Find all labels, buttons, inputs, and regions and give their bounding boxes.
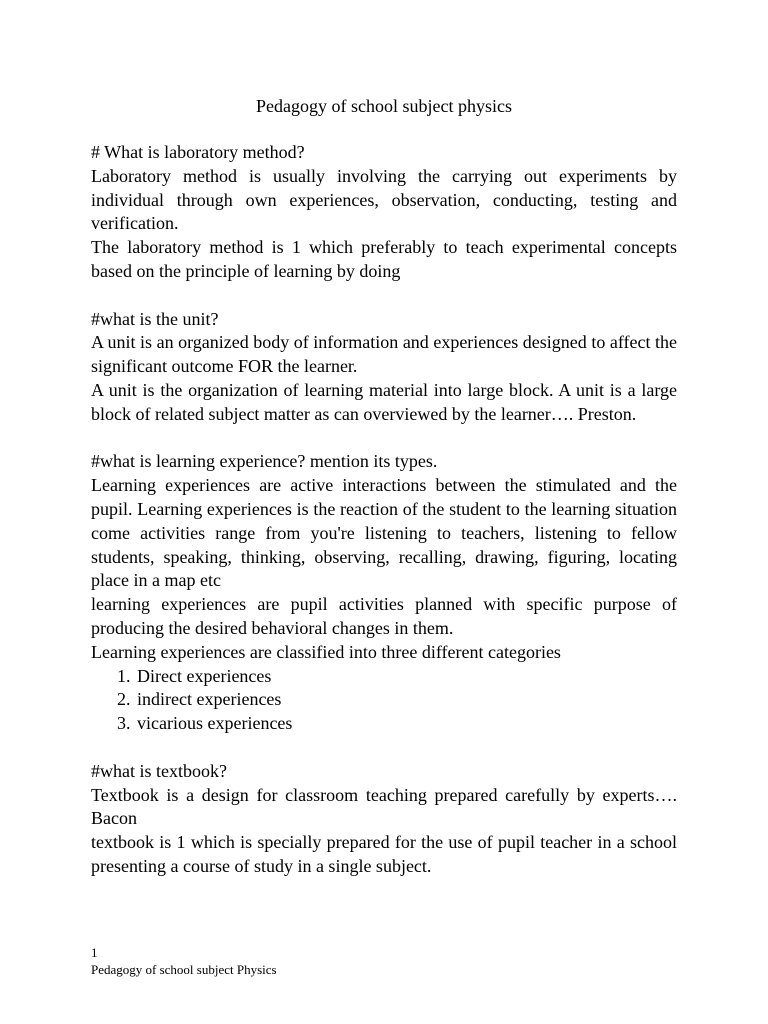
document-body bbox=[91, 141, 677, 879]
section-heading: #what is textbook? bbox=[91, 760, 227, 781]
paragraph: The laboratory method is 1 which preferably to teach experimental concepts based on the principle of learning by doing bbox=[91, 237, 677, 281]
running-title: Pedagogy of school subject Physics bbox=[91, 962, 277, 977]
section-heading: # What is laboratory method? bbox=[91, 142, 305, 162]
list-item: 1. Direct experiences bbox=[135, 665, 677, 689]
list-item: 3. vicarious experiences bbox=[135, 712, 677, 736]
list-item: 2. indirect experiences bbox=[135, 688, 677, 712]
paragraph: Learning experiences are classified into three different categories bbox=[91, 641, 561, 662]
spacer bbox=[91, 284, 677, 308]
paragraph: A unit is an organized body of information and experiences designed to affect the significant outcome FOR the learner. bbox=[91, 332, 677, 377]
spacer bbox=[91, 427, 677, 451]
paragraph: textbook is 1 which is specially prepared for the use of pupil teacher in a school presenting a course of study in a single subject. bbox=[91, 832, 677, 876]
section-heading: #what is learning experience? mention its types. bbox=[91, 451, 438, 472]
page-footer bbox=[91, 944, 277, 978]
paragraph: Laboratory method is usually involving the carrying out experiments by individual through own experiences, observation, conducting, testing and verification. bbox=[91, 165, 677, 234]
paragraph: A unit is the organization of learning material into large block. A unit is a large block of related subject matter as can overviewed by the learner…. Preston. bbox=[91, 379, 677, 424]
paragraph: Textbook is a design for classroom teaching prepared carefully by experts…. Bacon bbox=[91, 784, 677, 829]
paragraph: learning experiences are pupil activities planned with specific purpose of producing the desired behavioral changes in them. bbox=[91, 594, 677, 638]
experience-types-list bbox=[91, 665, 677, 736]
paragraph: Learning experiences are active interactions between the stimulated and the pupil. Learning experiences is the reaction of the student to the learning situation come activities range from you're listening to teachers, listening to fellow students, speaking, thinking, observing, recalling, drawing, figuring, locating place in a map etc bbox=[91, 475, 677, 591]
page-number: 1 bbox=[91, 945, 98, 960]
spacer bbox=[91, 736, 677, 760]
section-heading: #what is the unit? bbox=[91, 308, 219, 329]
page-title: Pedagogy of school subject physics bbox=[256, 96, 512, 116]
